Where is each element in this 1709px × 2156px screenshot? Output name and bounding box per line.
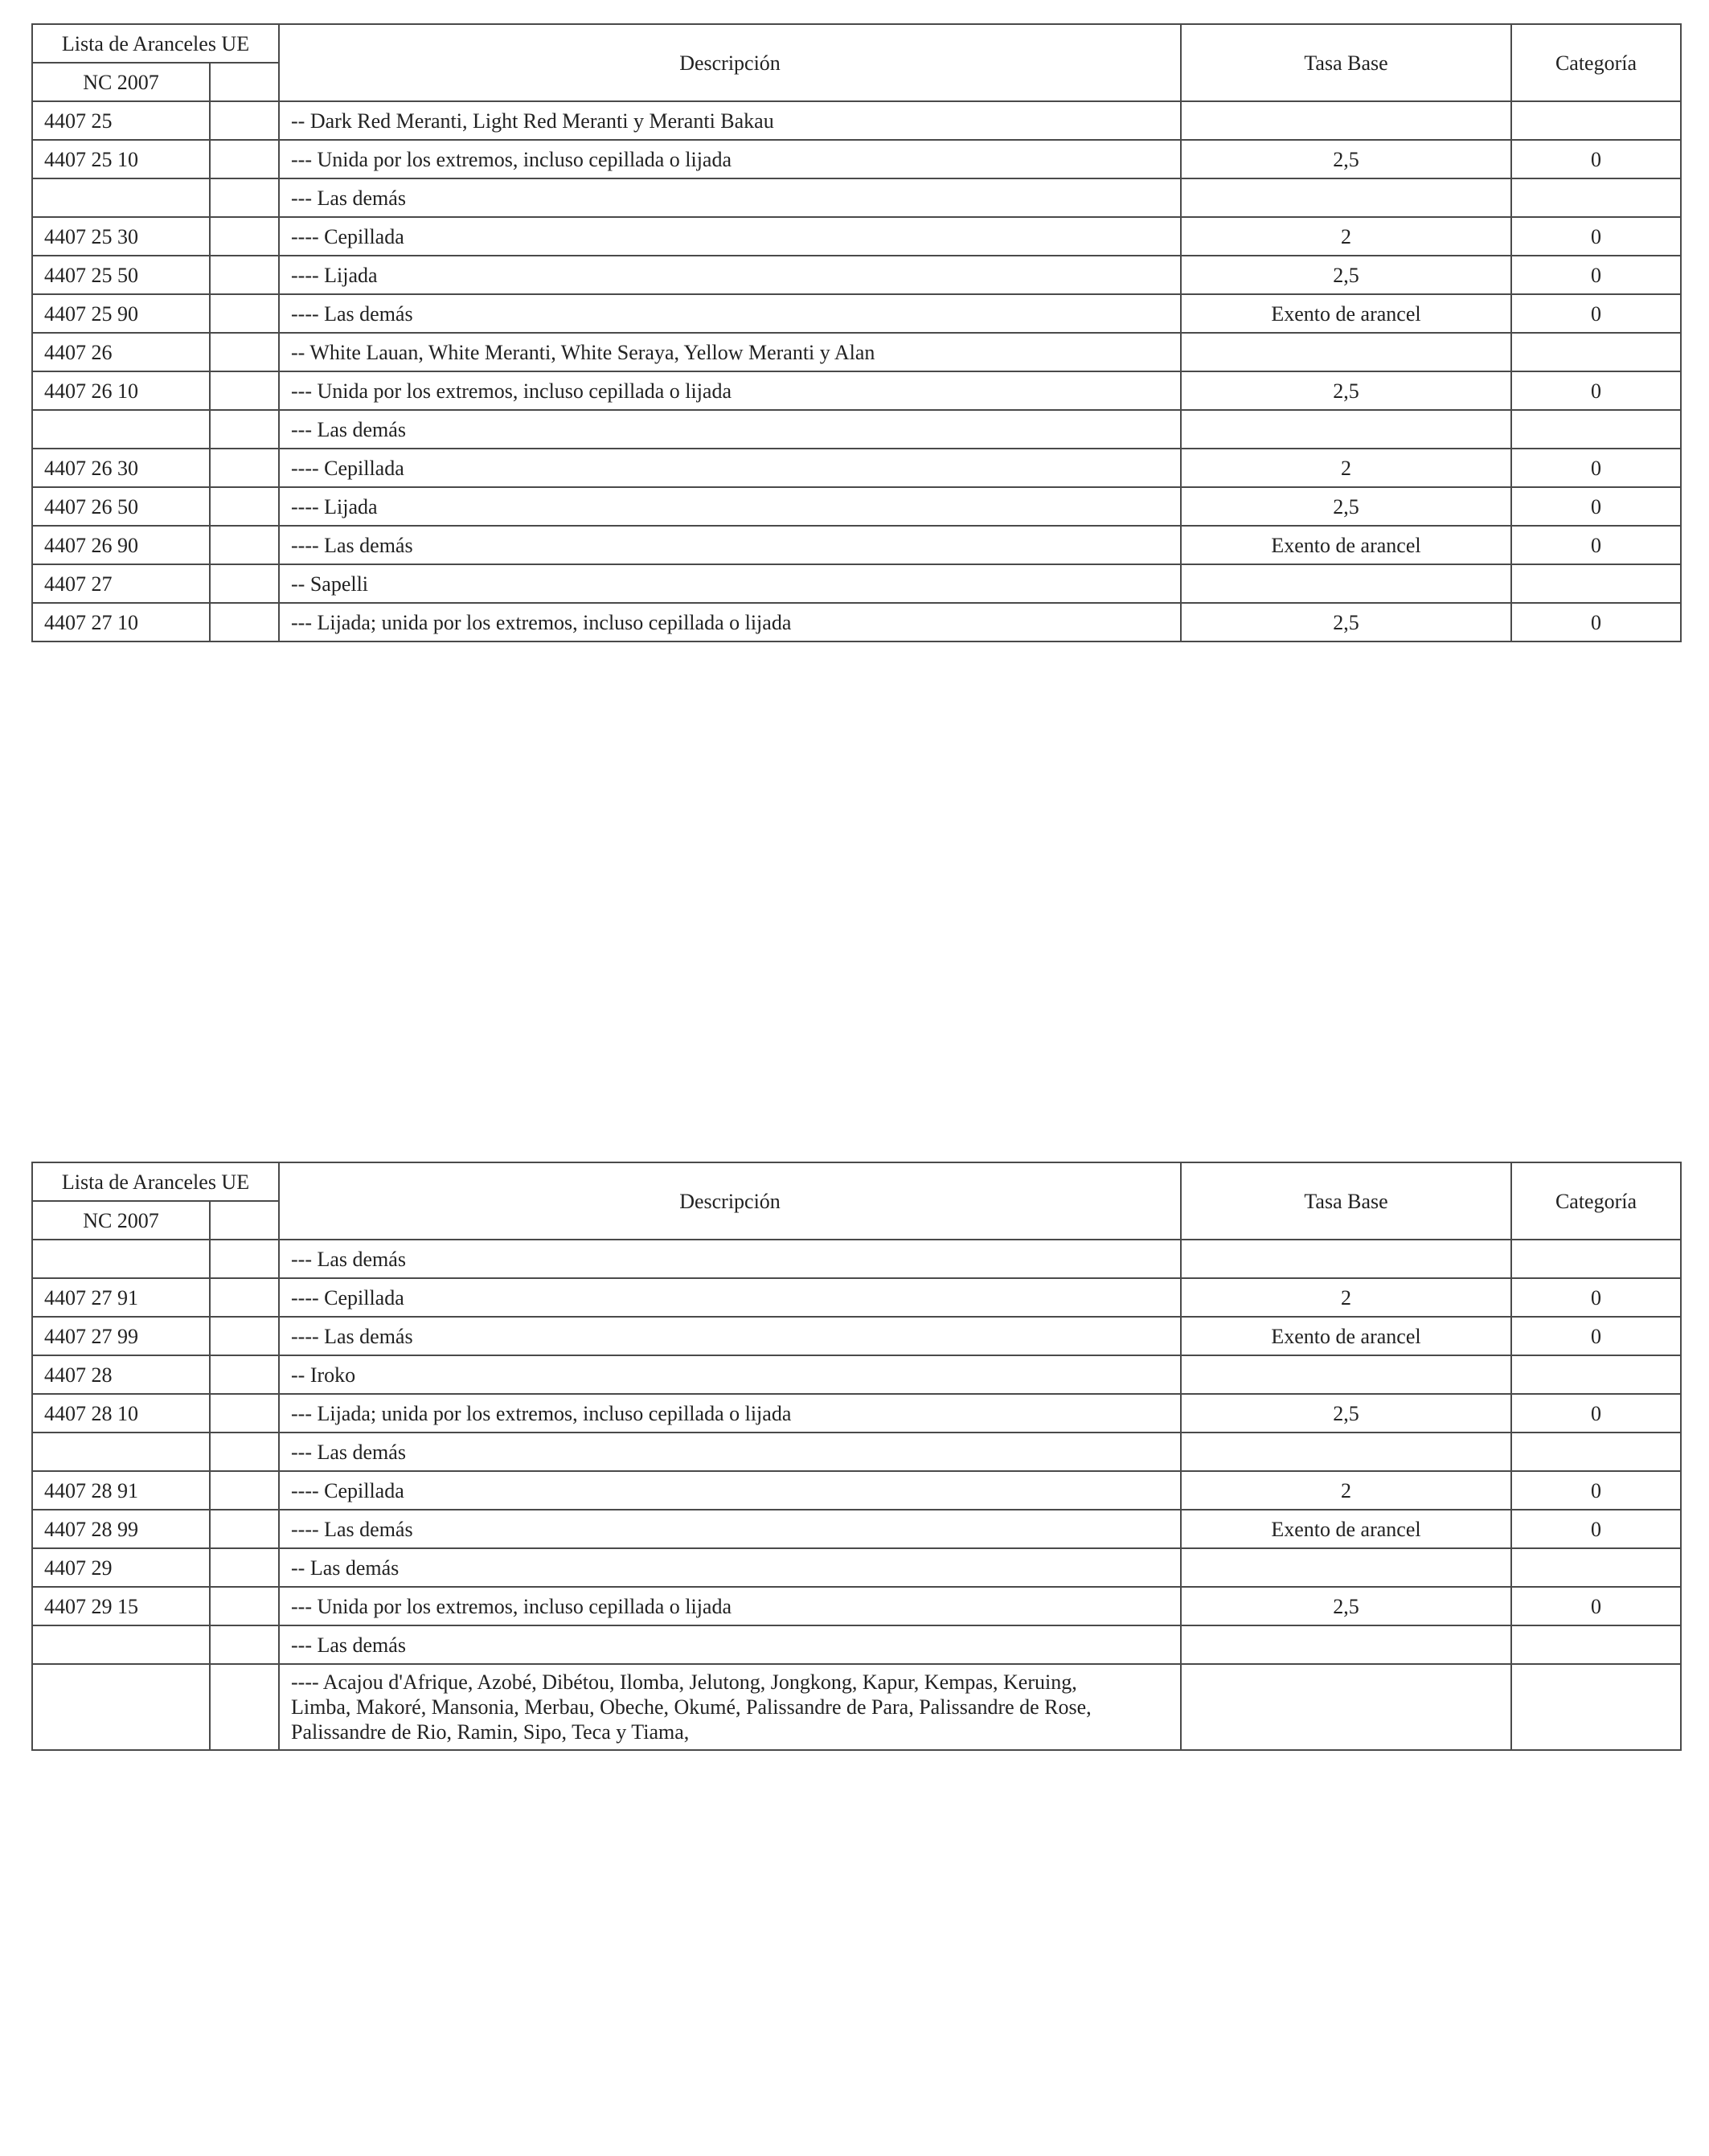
base-rate-cell: 2,5 <box>1181 256 1511 294</box>
base-rate-cell: 2,5 <box>1181 1394 1511 1433</box>
base-rate-cell: 2,5 <box>1181 603 1511 641</box>
sub-code-cell <box>210 140 279 178</box>
sub-code-cell <box>210 1510 279 1548</box>
sub-code-cell <box>210 333 279 371</box>
description-line: Limba, Makoré, Mansonia, Merbau, Obeche, Okumé, Palissandre de Para, Palissandre de Rose, <box>291 1695 1092 1719</box>
category-cell: 0 <box>1511 371 1681 410</box>
nc-header: NC 2007 <box>32 1201 210 1240</box>
code-cell: 4407 27 <box>32 564 210 603</box>
base-rate-cell <box>1181 101 1511 140</box>
category-cell: 0 <box>1511 1471 1681 1510</box>
base-rate-cell: Exento de arancel <box>1181 1510 1511 1548</box>
table-row <box>32 487 1681 526</box>
base-rate-cell <box>1181 410 1511 449</box>
base-rate-cell: 2,5 <box>1181 1587 1511 1625</box>
sub-code-cell <box>210 1278 279 1317</box>
description-cell: ---- Cepillada <box>279 1471 1181 1510</box>
sub-code-cell <box>210 1355 279 1394</box>
category-cell: 0 <box>1511 526 1681 564</box>
category-cell <box>1511 564 1681 603</box>
code-cell: 4407 28 10 <box>32 1394 210 1433</box>
sub-code-cell <box>210 1625 279 1664</box>
base-rate-cell <box>1181 1625 1511 1664</box>
code-cell: 4407 25 90 <box>32 294 210 333</box>
table-row <box>32 526 1681 564</box>
table-row <box>32 1394 1681 1433</box>
table-row <box>32 294 1681 333</box>
code-cell <box>32 1240 210 1278</box>
code-cell: 4407 28 99 <box>32 1510 210 1548</box>
description-cell: -- Dark Red Meranti, Light Red Meranti y Meranti Bakau <box>279 101 1181 140</box>
table-row <box>32 1471 1681 1510</box>
sub-code-cell <box>210 1548 279 1587</box>
table-row <box>32 256 1681 294</box>
code-cell: 4407 26 30 <box>32 449 210 487</box>
base-rate-cell <box>1181 178 1511 217</box>
description-cell: --- Las demás <box>279 1625 1181 1664</box>
list-header: Lista de Aranceles UE <box>32 24 279 63</box>
table-row <box>32 101 1681 140</box>
sub-code-cell <box>210 526 279 564</box>
code-cell: 4407 26 10 <box>32 371 210 410</box>
category-cell: 0 <box>1511 449 1681 487</box>
code-cell: 4407 29 <box>32 1548 210 1587</box>
category-cell: 0 <box>1511 1587 1681 1625</box>
code-cell: 4407 27 10 <box>32 603 210 641</box>
sub-code-cell <box>210 603 279 641</box>
base-rate-cell: 2 <box>1181 1471 1511 1510</box>
table-row <box>32 333 1681 371</box>
table-row <box>32 371 1681 410</box>
description-cell: ---- Las demás <box>279 1317 1181 1355</box>
category-cell <box>1511 410 1681 449</box>
code-cell: 4407 26 90 <box>32 526 210 564</box>
category-cell: 0 <box>1511 256 1681 294</box>
description-cell: ---- Las demás <box>279 1510 1181 1548</box>
nc-header: NC 2007 <box>32 63 210 101</box>
table-row <box>32 1510 1681 1548</box>
tariff-table-1 <box>31 23 1682 642</box>
table-row <box>32 1625 1681 1664</box>
category-cell <box>1511 1548 1681 1587</box>
base-rate-cell <box>1181 1240 1511 1278</box>
table-row <box>32 1355 1681 1394</box>
category-cell <box>1511 1355 1681 1394</box>
code-cell: 4407 25 <box>32 101 210 140</box>
description-cell: -- Las demás <box>279 1548 1181 1587</box>
description-header: Descripción <box>279 1162 1181 1240</box>
category-cell <box>1511 178 1681 217</box>
table-row <box>32 1664 1681 1750</box>
code-cell <box>32 1433 210 1471</box>
description-cell: -- White Lauan, White Meranti, White Seraya, Yellow Meranti y Alan <box>279 333 1181 371</box>
description-cell: --- Las demás <box>279 1433 1181 1471</box>
table-row <box>32 1587 1681 1625</box>
description-cell <box>279 1664 1181 1750</box>
description-cell: ---- Las demás <box>279 294 1181 333</box>
description-cell: ---- Cepillada <box>279 449 1181 487</box>
description-cell: --- Lijada; unida por los extremos, incluso cepillada o lijada <box>279 603 1181 641</box>
description-header: Descripción <box>279 24 1181 101</box>
description-cell: --- Unida por los extremos, incluso cepillada o lijada <box>279 140 1181 178</box>
table-row <box>32 178 1681 217</box>
description-cell: --- Las demás <box>279 178 1181 217</box>
sub-code-cell <box>210 1240 279 1278</box>
description-line: ---- Acajou d'Afrique, Azobé, Dibétou, Ilomba, Jelutong, Jongkong, Kapur, Kempas, Keruing, <box>291 1670 1077 1694</box>
category-cell <box>1511 333 1681 371</box>
list-header: Lista de Aranceles UE <box>32 1162 279 1201</box>
code-cell: 4407 28 91 <box>32 1471 210 1510</box>
category-cell: 0 <box>1511 1278 1681 1317</box>
code-cell: 4407 25 30 <box>32 217 210 256</box>
sub-code-cell <box>210 101 279 140</box>
category-cell <box>1511 1664 1681 1750</box>
table-row <box>32 564 1681 603</box>
description-cell: --- Unida por los extremos, incluso cepillada o lijada <box>279 371 1181 410</box>
category-cell <box>1511 1625 1681 1664</box>
base-rate-cell <box>1181 1433 1511 1471</box>
sub-code-cell <box>210 1317 279 1355</box>
sub-code-cell <box>210 564 279 603</box>
description-cell: --- Unida por los extremos, incluso cepillada o lijada <box>279 1587 1181 1625</box>
base-rate-cell: Exento de arancel <box>1181 1317 1511 1355</box>
table-row <box>32 1433 1681 1471</box>
description-cell: -- Sapelli <box>279 564 1181 603</box>
category-header: Categoría <box>1511 1162 1681 1240</box>
base-rate-header: Tasa Base <box>1181 1162 1511 1240</box>
code-cell: 4407 27 99 <box>32 1317 210 1355</box>
sub-code-cell <box>210 178 279 217</box>
sub-code-cell <box>210 371 279 410</box>
code-cell: 4407 28 <box>32 1355 210 1394</box>
sub-code-cell <box>210 487 279 526</box>
empty-subheader-cell <box>210 63 279 101</box>
header-row <box>32 1162 1681 1201</box>
sub-code-cell <box>210 217 279 256</box>
base-rate-cell: Exento de arancel <box>1181 294 1511 333</box>
table-row <box>32 1278 1681 1317</box>
category-cell <box>1511 1433 1681 1471</box>
sub-code-cell <box>210 1664 279 1750</box>
code-cell <box>32 1625 210 1664</box>
base-rate-cell <box>1181 1355 1511 1394</box>
category-cell <box>1511 1240 1681 1278</box>
description-cell: --- Las demás <box>279 1240 1181 1278</box>
sub-code-cell <box>210 1433 279 1471</box>
base-rate-cell: 2 <box>1181 217 1511 256</box>
table-row <box>32 1548 1681 1587</box>
category-cell: 0 <box>1511 1317 1681 1355</box>
code-cell: 4407 26 <box>32 333 210 371</box>
category-cell: 0 <box>1511 1510 1681 1548</box>
sub-code-cell <box>210 256 279 294</box>
code-cell <box>32 178 210 217</box>
code-cell: 4407 25 50 <box>32 256 210 294</box>
base-rate-cell: 2 <box>1181 449 1511 487</box>
category-cell: 0 <box>1511 603 1681 641</box>
category-cell <box>1511 101 1681 140</box>
table-row <box>32 1240 1681 1278</box>
description-cell: ---- Cepillada <box>279 217 1181 256</box>
base-rate-cell <box>1181 333 1511 371</box>
description-cell: ---- Lijada <box>279 487 1181 526</box>
tariff-table-2 <box>31 1162 1682 1751</box>
sub-code-cell <box>210 1394 279 1433</box>
tariff-table-2-body <box>32 1162 1681 1750</box>
empty-subheader-cell <box>210 1201 279 1240</box>
table-row <box>32 449 1681 487</box>
description-line: Palissandre de Rio, Ramin, Sipo, Teca y Tiama, <box>291 1720 690 1744</box>
code-cell <box>32 410 210 449</box>
base-rate-cell <box>1181 1664 1511 1750</box>
description-cell: --- Lijada; unida por los extremos, incluso cepillada o lijada <box>279 1394 1181 1433</box>
base-rate-cell <box>1181 1548 1511 1587</box>
code-cell: 4407 25 10 <box>32 140 210 178</box>
table-row <box>32 603 1681 641</box>
sub-code-cell <box>210 1587 279 1625</box>
table-row <box>32 140 1681 178</box>
description-cell: ---- Lijada <box>279 256 1181 294</box>
header-row <box>32 24 1681 63</box>
category-cell: 0 <box>1511 294 1681 333</box>
base-rate-cell: 2,5 <box>1181 371 1511 410</box>
table-row <box>32 1317 1681 1355</box>
base-rate-cell <box>1181 564 1511 603</box>
category-cell: 0 <box>1511 140 1681 178</box>
base-rate-cell: 2,5 <box>1181 487 1511 526</box>
base-rate-cell: 2,5 <box>1181 140 1511 178</box>
description-cell: ---- Las demás <box>279 526 1181 564</box>
sub-code-cell <box>210 410 279 449</box>
sub-code-cell <box>210 294 279 333</box>
category-header: Categoría <box>1511 24 1681 101</box>
base-rate-header: Tasa Base <box>1181 24 1511 101</box>
sub-code-cell <box>210 449 279 487</box>
description-cell: ---- Cepillada <box>279 1278 1181 1317</box>
category-cell: 0 <box>1511 217 1681 256</box>
code-cell: 4407 29 15 <box>32 1587 210 1625</box>
description-cell: --- Las demás <box>279 410 1181 449</box>
base-rate-cell: 2 <box>1181 1278 1511 1317</box>
code-cell <box>32 1664 210 1750</box>
category-cell: 0 <box>1511 487 1681 526</box>
base-rate-cell: Exento de arancel <box>1181 526 1511 564</box>
tariff-table-1-body <box>32 24 1681 641</box>
code-cell: 4407 26 50 <box>32 487 210 526</box>
category-cell: 0 <box>1511 1394 1681 1433</box>
table-row <box>32 410 1681 449</box>
description-cell: -- Iroko <box>279 1355 1181 1394</box>
sub-code-cell <box>210 1471 279 1510</box>
table-row <box>32 217 1681 256</box>
code-cell: 4407 27 91 <box>32 1278 210 1317</box>
